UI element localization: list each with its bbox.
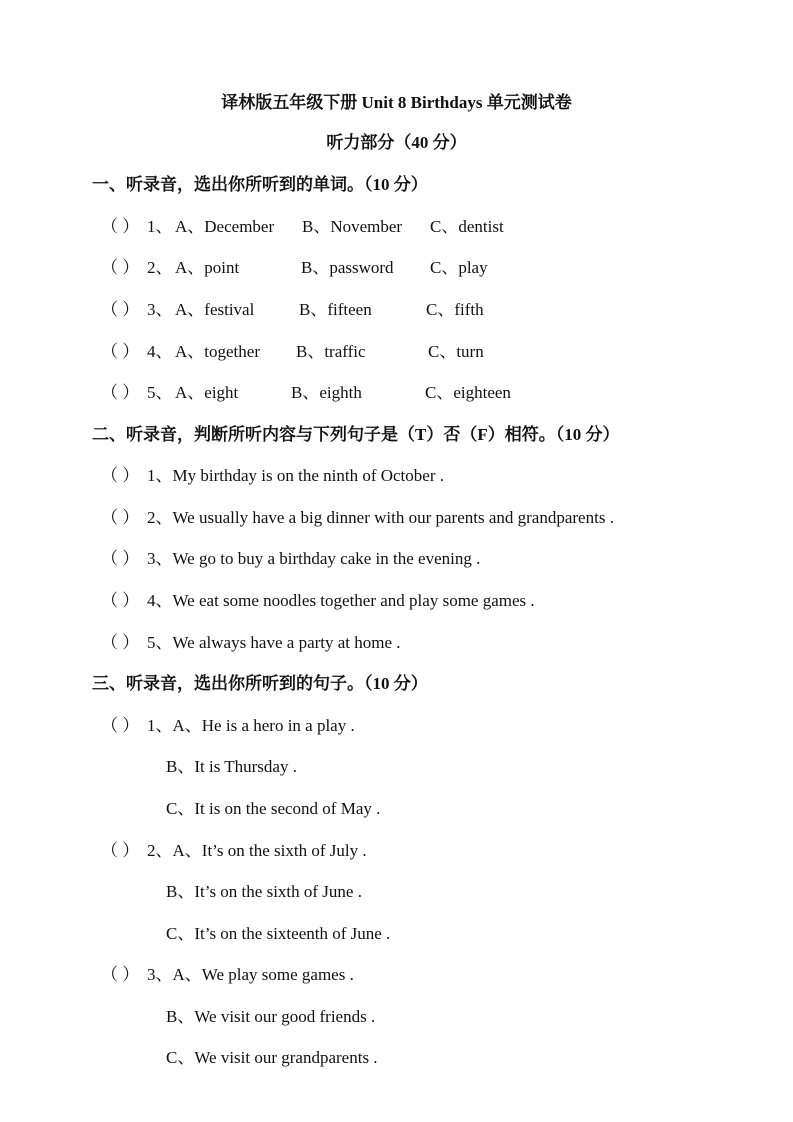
answer-blank[interactable]: （ ） xyxy=(101,258,140,277)
answer-blank[interactable]: （ ） xyxy=(101,342,140,361)
option-b: B、password xyxy=(301,258,394,277)
statement-text: 2、We usually have a big dinner with our parents and grandparents . xyxy=(147,508,614,527)
section-3-question-1 xyxy=(101,711,355,736)
option-b: B、eighth xyxy=(291,383,362,402)
section-2-question-5 xyxy=(101,628,401,653)
option-a: 2、A、It’s on the sixth of July . xyxy=(147,841,367,860)
statement-text: 5、We always have a party at home . xyxy=(147,633,401,652)
section-3-question-3 xyxy=(101,960,354,985)
answer-blank[interactable]: （ ） xyxy=(101,591,140,610)
option-c: C、turn xyxy=(428,342,484,361)
question-number: 2、 xyxy=(147,258,173,277)
document-title: 译林版五年级下册 Unit 8 Birthdays 单元测试卷 xyxy=(221,93,572,112)
option-b: B、November xyxy=(302,217,403,236)
answer-blank[interactable]: （ ） xyxy=(101,217,140,236)
document-subtitle: 听力部分（40 分） xyxy=(326,133,467,152)
section-1-question-3 xyxy=(101,295,484,320)
section-3-question-2-option-c: C、It’s on the sixteenth of June . xyxy=(166,924,391,943)
question-number: 4、 xyxy=(147,342,173,361)
option-a: A、point xyxy=(175,258,240,277)
option-b: B、traffic xyxy=(296,342,366,361)
statement-text: 3、We go to buy a birthday cake in the evening . xyxy=(147,549,481,568)
section-2-question-4 xyxy=(101,586,535,611)
answer-blank[interactable]: （ ） xyxy=(101,466,140,485)
section-2-question-3 xyxy=(101,544,480,569)
section-1-question-4 xyxy=(101,337,484,362)
section-3-question-3-option-c: C、We visit our grandparents . xyxy=(166,1048,378,1067)
section-1-heading: 一、听录音，选出你所听到的单词。（10 分） xyxy=(92,175,428,194)
option-c: C、dentist xyxy=(430,217,504,236)
section-1-question-2 xyxy=(101,253,488,278)
section-3-heading: 三、听录音，选出你所听到的句子。（10 分） xyxy=(92,674,428,693)
section-2-heading: 二、听录音，判断所听内容与下列句子是（T）否（F）相符。（10 分） xyxy=(92,425,620,444)
answer-blank[interactable]: （ ） xyxy=(101,965,140,984)
section-3-question-1-option-b: B、It is Thursday . xyxy=(166,757,297,776)
statement-text: 1、My birthday is on the ninth of October . xyxy=(147,466,444,485)
question-number: 3、 xyxy=(147,300,173,319)
option-c: C、fifth xyxy=(426,300,484,319)
option-a: A、December xyxy=(175,217,275,236)
question-number: 1、 xyxy=(147,217,173,236)
answer-blank[interactable]: （ ） xyxy=(101,549,140,568)
answer-blank[interactable]: （ ） xyxy=(101,508,140,527)
option-c: C、play xyxy=(430,258,488,277)
answer-blank[interactable]: （ ） xyxy=(101,841,140,860)
answer-blank[interactable]: （ ） xyxy=(101,383,140,402)
section-2-question-1 xyxy=(101,461,444,486)
statement-text: 4、We eat some noodles together and play some games . xyxy=(147,591,535,610)
answer-blank[interactable]: （ ） xyxy=(101,716,140,735)
answer-blank[interactable]: （ ） xyxy=(101,300,140,319)
option-a: A、together xyxy=(175,342,260,361)
section-3-question-1-option-c: C、It is on the second of May . xyxy=(166,799,381,818)
answer-blank[interactable]: （ ） xyxy=(101,633,140,652)
option-c: C、eighteen xyxy=(425,383,511,402)
section-2-question-2 xyxy=(101,503,614,528)
option-a: 1、A、He is a hero in a play . xyxy=(147,716,355,735)
section-1-question-5 xyxy=(101,378,511,403)
option-b: B、fifteen xyxy=(299,300,372,319)
section-3-question-2-option-b: B、It’s on the sixth of June . xyxy=(166,882,362,901)
section-3-question-2 xyxy=(101,836,367,861)
question-number: 5、 xyxy=(147,383,173,402)
option-a: A、eight xyxy=(175,383,239,402)
section-1-question-1 xyxy=(101,212,504,237)
option-a: A、festival xyxy=(175,300,255,319)
section-3-question-3-option-b: B、We visit our good friends . xyxy=(166,1007,376,1026)
option-a: 3、A、We play some games . xyxy=(147,965,354,984)
